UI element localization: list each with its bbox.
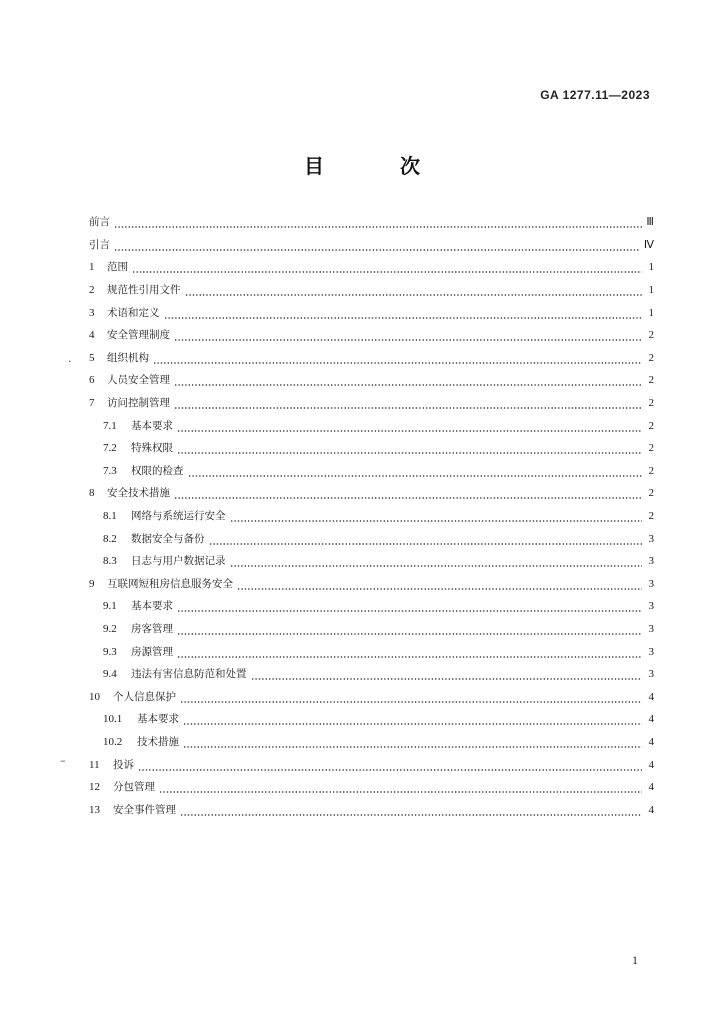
toc-entry-number: 4 bbox=[89, 329, 95, 342]
toc-entry[interactable] bbox=[89, 640, 654, 663]
toc-entry-page: 2 bbox=[648, 487, 654, 500]
toc-entry-title: 日志与用户数据记录 bbox=[131, 555, 226, 568]
toc-entry-title: 基本要求 bbox=[131, 600, 173, 613]
toc-entry-title: 互联网短租房信息服务安全 bbox=[107, 577, 233, 590]
toc-dot-leader bbox=[177, 599, 642, 613]
toc-entry[interactable] bbox=[89, 437, 654, 460]
toc-entry-page: Ⅲ bbox=[646, 216, 654, 229]
toc-entry-label bbox=[103, 441, 173, 455]
toc-entry-page: 2 bbox=[648, 419, 654, 432]
margin-mark: – bbox=[60, 754, 66, 767]
toc-entry-page: 2 bbox=[648, 510, 654, 523]
toc-entry-page: 2 bbox=[648, 329, 654, 342]
toc-entry-page: 4 bbox=[648, 781, 654, 794]
toc-entry-title: 规范性引用文件 bbox=[107, 284, 181, 297]
table-of-contents bbox=[89, 211, 654, 821]
toc-entry-label bbox=[103, 419, 173, 433]
toc-entry-number: 9.3 bbox=[103, 645, 117, 658]
toc-dot-leader bbox=[188, 464, 643, 478]
toc-dot-leader bbox=[174, 486, 642, 500]
toc-entry[interactable] bbox=[89, 301, 654, 324]
toc-entry-label bbox=[89, 486, 170, 500]
toc-entry-title: 基本要求 bbox=[131, 419, 173, 432]
toc-entry-page: 3 bbox=[648, 600, 654, 613]
toc-entry-number: 5 bbox=[89, 351, 95, 364]
toc-entry-label bbox=[103, 735, 179, 749]
toc-entry-number: 10 bbox=[89, 690, 100, 703]
toc-entry-number: 13 bbox=[89, 803, 100, 816]
toc-entry-label bbox=[89, 396, 170, 410]
toc-entry-number: 10.2 bbox=[103, 735, 123, 748]
toc-entry-title: 违法有害信息防范和处置 bbox=[131, 668, 247, 681]
toc-entry-title: 房源管理 bbox=[131, 645, 173, 658]
toc-entry-page: 4 bbox=[648, 735, 654, 748]
toc-entry-title: 前言 bbox=[89, 216, 110, 229]
toc-entry[interactable] bbox=[89, 347, 654, 370]
toc-entry-label bbox=[89, 283, 181, 297]
toc-entry-title: 安全事件管理 bbox=[113, 803, 176, 816]
toc-entry[interactable] bbox=[89, 234, 654, 257]
toc-dot-leader bbox=[114, 238, 640, 252]
toc-entry-page: 3 bbox=[648, 622, 654, 635]
toc-entry-page: 3 bbox=[648, 645, 654, 658]
toc-entry-label bbox=[89, 306, 160, 320]
toc-dot-leader bbox=[174, 373, 642, 387]
toc-entry[interactable] bbox=[89, 550, 654, 573]
toc-dot-leader bbox=[230, 509, 643, 523]
toc-entry-title: 安全技术措施 bbox=[107, 487, 170, 500]
toc-entry-page: Ⅳ bbox=[643, 238, 654, 251]
standard-code: GA 1277.11—2023 bbox=[540, 88, 650, 102]
toc-entry-page: 4 bbox=[648, 690, 654, 703]
toc-entry-page: 4 bbox=[648, 713, 654, 726]
toc-dot-leader bbox=[237, 577, 642, 591]
toc-entry[interactable] bbox=[89, 776, 654, 799]
toc-entry-number: 8.2 bbox=[103, 532, 117, 545]
toc-entry-page: 2 bbox=[648, 374, 654, 387]
toc-entry-label bbox=[89, 215, 110, 229]
toc-entry-title: 基本要求 bbox=[137, 713, 179, 726]
toc-entry-label bbox=[89, 351, 149, 365]
toc-dot-leader bbox=[153, 351, 642, 365]
toc-dot-leader bbox=[174, 396, 642, 410]
toc-entry-number: 7.3 bbox=[103, 464, 117, 477]
toc-entry[interactable] bbox=[89, 618, 654, 641]
toc-entry-label bbox=[103, 464, 184, 478]
toc-entry[interactable] bbox=[89, 798, 654, 821]
toc-entry-page: 2 bbox=[648, 351, 654, 364]
toc-entry[interactable] bbox=[89, 256, 654, 279]
toc-entry-label bbox=[89, 803, 176, 817]
toc-entry-number: 6 bbox=[89, 374, 95, 387]
toc-entry-title: 术语和定义 bbox=[107, 306, 160, 319]
toc-entry-title: 组织机构 bbox=[107, 351, 149, 364]
toc-dot-leader bbox=[177, 441, 642, 455]
toc-dot-leader bbox=[251, 667, 643, 681]
toc-entry-page: 2 bbox=[648, 464, 654, 477]
toc-entry[interactable] bbox=[89, 460, 654, 483]
toc-entry-label bbox=[103, 532, 205, 546]
toc-entry-label bbox=[89, 373, 170, 387]
toc-entry-label bbox=[103, 599, 173, 613]
toc-entry-number: 1 bbox=[89, 261, 95, 274]
toc-entry-number: 11 bbox=[89, 758, 100, 771]
toc-entry[interactable] bbox=[89, 595, 654, 618]
toc-entry-label bbox=[103, 554, 226, 568]
toc-entry-page: 1 bbox=[648, 306, 654, 319]
toc-dot-leader bbox=[164, 306, 643, 320]
toc-entry-title: 技术措施 bbox=[137, 735, 179, 748]
toc-dot-leader bbox=[138, 758, 642, 772]
toc-entry-page: 4 bbox=[648, 758, 654, 771]
toc-entry-page: 2 bbox=[648, 442, 654, 455]
toc-dot-leader bbox=[177, 419, 642, 433]
toc-entry-label bbox=[89, 780, 155, 794]
toc-entry-title: 网络与系统运行安全 bbox=[131, 510, 226, 523]
toc-entry[interactable] bbox=[89, 482, 654, 505]
toc-entry-number: 9.4 bbox=[103, 668, 117, 681]
toc-dot-leader bbox=[183, 735, 642, 749]
toc-dot-leader bbox=[185, 283, 643, 297]
toc-entry-number: 3 bbox=[89, 306, 95, 319]
toc-entry-page: 2 bbox=[648, 397, 654, 410]
toc-entry[interactable] bbox=[89, 211, 654, 234]
toc-entry-label bbox=[103, 509, 226, 523]
toc-entry-number: 9.2 bbox=[103, 622, 117, 635]
toc-dot-leader bbox=[180, 690, 642, 704]
toc-entry[interactable] bbox=[89, 731, 654, 754]
page-title: 目 次 bbox=[304, 154, 448, 178]
toc-entry-page: 3 bbox=[648, 532, 654, 545]
toc-entry-page: 1 bbox=[648, 261, 654, 274]
toc-dot-leader bbox=[174, 328, 642, 342]
toc-dot-leader bbox=[180, 803, 642, 817]
toc-entry[interactable] bbox=[89, 708, 654, 731]
toc-entry[interactable] bbox=[89, 753, 654, 776]
toc-entry-label bbox=[89, 328, 170, 342]
toc-entry-page: 4 bbox=[648, 803, 654, 816]
toc-entry-number: 12 bbox=[89, 781, 100, 794]
toc-entry-title: 数据安全与备份 bbox=[131, 532, 205, 545]
toc-dot-leader bbox=[114, 215, 642, 229]
toc-entry[interactable] bbox=[89, 414, 654, 437]
toc-entry-number: 8.3 bbox=[103, 555, 117, 568]
toc-entry-number: 7.1 bbox=[103, 419, 117, 432]
toc-entry-label bbox=[89, 260, 128, 274]
toc-dot-leader bbox=[183, 712, 642, 726]
toc-entry-title: 范围 bbox=[107, 261, 128, 274]
toc-entry-page: 3 bbox=[648, 577, 654, 590]
toc-entry-title: 分包管理 bbox=[113, 781, 155, 794]
toc-entry-page: 3 bbox=[648, 555, 654, 568]
toc-entry[interactable] bbox=[89, 392, 654, 415]
toc-entry[interactable] bbox=[89, 663, 654, 686]
toc-entry[interactable] bbox=[89, 505, 654, 528]
toc-entry-number: 8.1 bbox=[103, 510, 117, 523]
toc-entry[interactable] bbox=[89, 324, 654, 347]
toc-entry[interactable] bbox=[89, 369, 654, 392]
toc-entry-label bbox=[89, 758, 134, 772]
toc-entry-label bbox=[89, 577, 233, 591]
toc-entry-number: 9 bbox=[89, 577, 95, 590]
footer-page-number: 1 bbox=[632, 953, 638, 967]
toc-entry-title: 投诉 bbox=[113, 758, 134, 771]
toc-entry-page: 3 bbox=[648, 668, 654, 681]
toc-entry-number: 9.1 bbox=[103, 600, 117, 613]
toc-entry-title: 房客管理 bbox=[131, 622, 173, 635]
toc-dot-leader bbox=[159, 780, 642, 794]
toc-entry-number: 8 bbox=[89, 487, 95, 500]
toc-entry-label bbox=[89, 690, 176, 704]
toc-entry-label bbox=[103, 622, 173, 636]
toc-entry-label bbox=[103, 712, 179, 726]
toc-dot-leader bbox=[177, 622, 642, 636]
toc-entry-title: 访问控制管理 bbox=[107, 397, 170, 410]
toc-entry-number: 10.1 bbox=[103, 713, 123, 726]
toc-dot-leader bbox=[209, 532, 643, 546]
toc-entry-page: 1 bbox=[648, 284, 654, 297]
toc-dot-leader bbox=[177, 645, 642, 659]
toc-entry-label bbox=[89, 238, 110, 252]
toc-entry-title: 个人信息保护 bbox=[113, 690, 176, 703]
toc-entry[interactable] bbox=[89, 279, 654, 302]
toc-entry-number: 7.2 bbox=[103, 442, 117, 455]
toc-entry-title: 权限的检查 bbox=[131, 464, 184, 477]
toc-dot-leader bbox=[132, 260, 642, 274]
toc-entry-label bbox=[103, 667, 247, 681]
toc-entry-number: 2 bbox=[89, 284, 95, 297]
toc-entry-title: 人员安全管理 bbox=[107, 374, 170, 387]
toc-entry[interactable] bbox=[89, 527, 654, 550]
margin-mark: . bbox=[68, 352, 72, 365]
toc-entry[interactable] bbox=[89, 685, 654, 708]
toc-entry-label bbox=[103, 645, 173, 659]
toc-entry-number: 7 bbox=[89, 397, 95, 410]
toc-entry-title: 特殊权限 bbox=[131, 442, 173, 455]
toc-entry[interactable] bbox=[89, 573, 654, 596]
toc-entry-title: 引言 bbox=[89, 238, 110, 251]
toc-dot-leader bbox=[230, 554, 643, 568]
toc-entry-title: 安全管理制度 bbox=[107, 329, 170, 342]
